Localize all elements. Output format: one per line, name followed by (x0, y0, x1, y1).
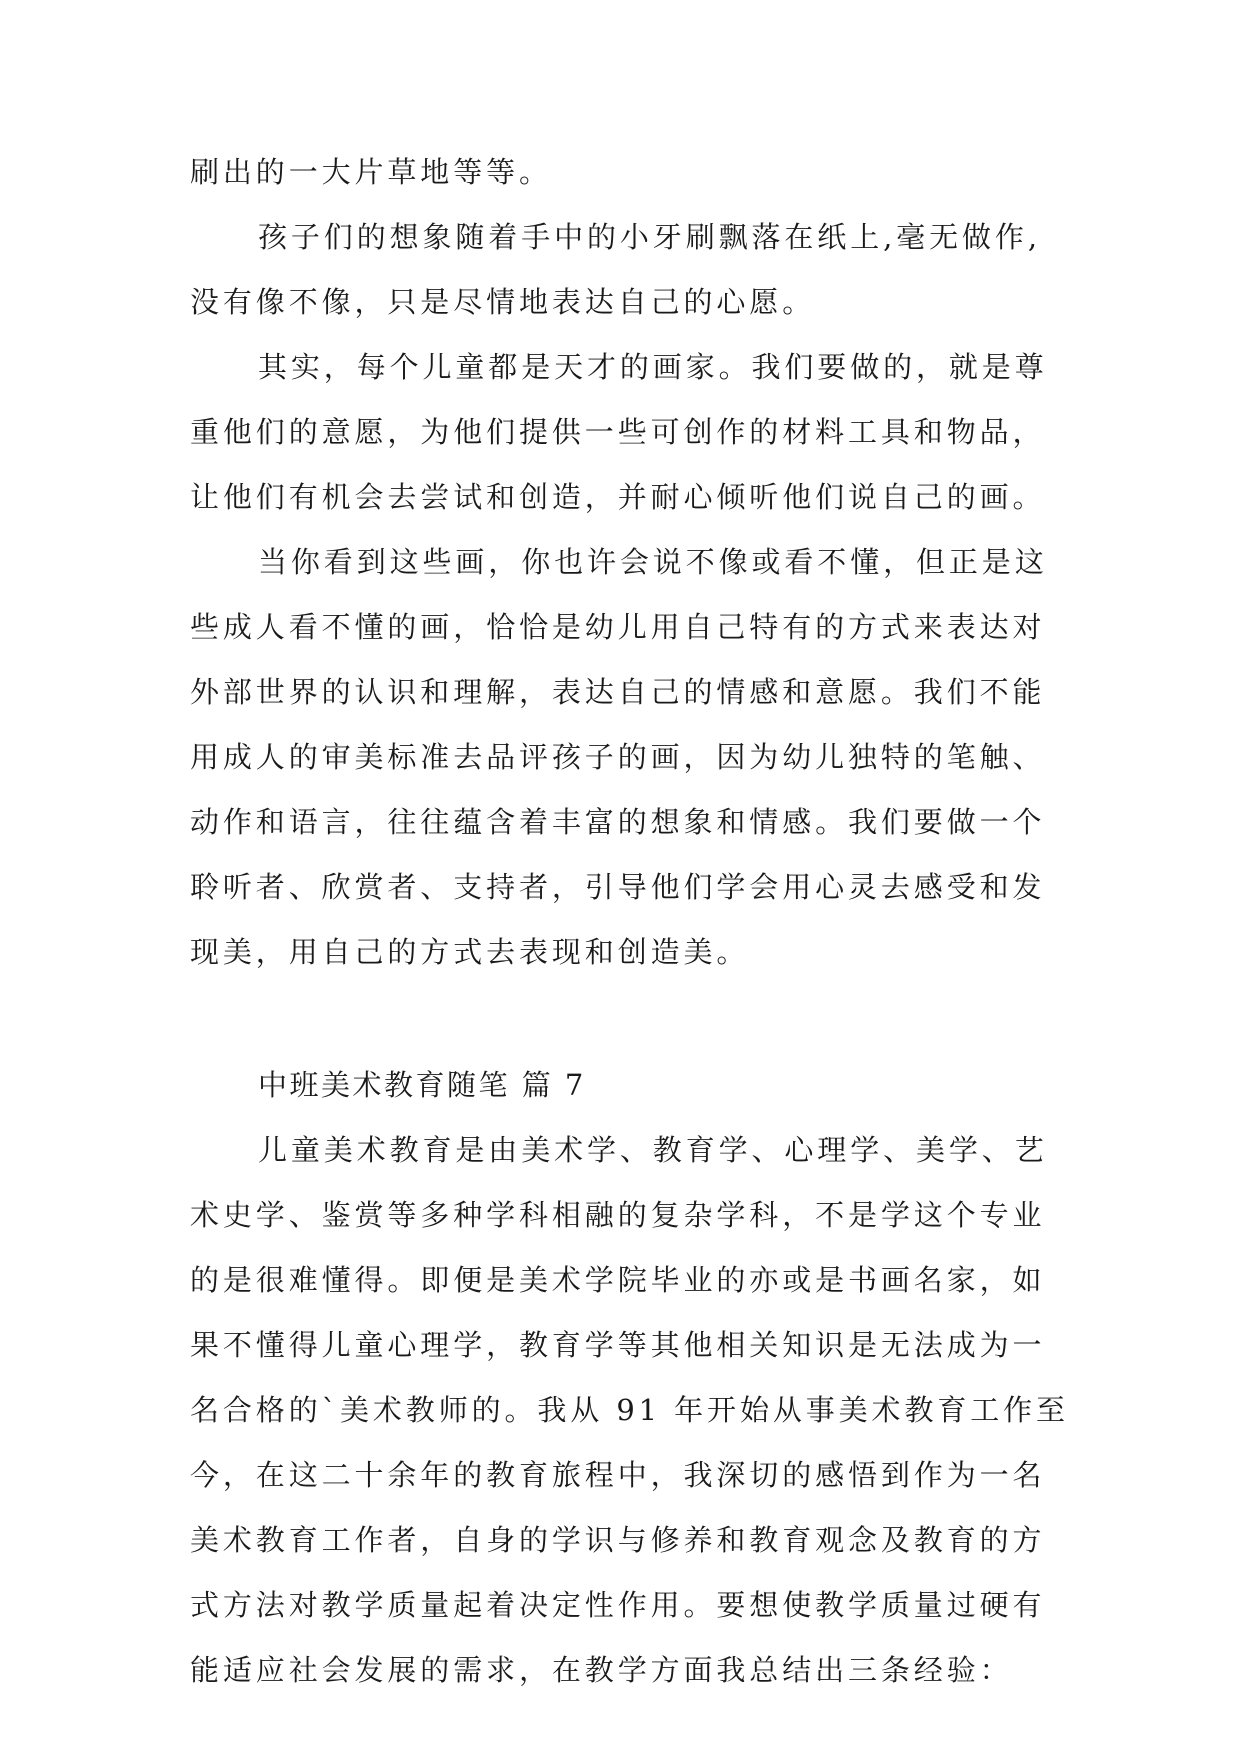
text-line: 的是很难懂得。即便是美术学院毕业的亦或是书画名家，如 (190, 1263, 1046, 1297)
text-line: 没有像不像，只是尽情地表达自己的心愿。 (190, 285, 816, 319)
text-line: 些成人看不懂的画，恰恰是幼儿用自己特有的方式来表达对 (190, 610, 1046, 644)
text-line: 今，在这二十余年的教育旅程中，我深切的感悟到作为一名 (190, 1458, 1046, 1492)
text-line: 术史学、鉴赏等多种学科相融的复杂学科，不是学这个专业 (190, 1198, 1046, 1232)
text-line: 孩子们的想象随着手中的小牙刷飘落在纸上,毫无做作, (258, 220, 1041, 254)
text-line: 果不懂得儿童心理学，教育学等其他相关知识是无法成为一 (190, 1328, 1046, 1362)
text-line: 重他们的意愿，为他们提供一些可创作的材料工具和物品， (190, 415, 1046, 449)
text-line: 用成人的审美标准去品评孩子的画，因为幼儿独特的笔触、 (190, 740, 1046, 774)
text-line: 式方法对教学质量起着决定性作用。要想使教学质量过硬有 (190, 1588, 1046, 1622)
text-line: 美术教育工作者，自身的学识与修养和教育观念及教育的方 (190, 1523, 1046, 1557)
text-line: 现美，用自己的方式去表现和创造美。 (190, 935, 750, 969)
text-line: 名合格的`美术教师的。我从 91 年开始从事美术教育工作至 (190, 1393, 1069, 1427)
text-line: 刷出的一大片草地等等。 (190, 155, 552, 189)
text-line: 动作和语言，往往蕴含着丰富的想象和情感。我们要做一个 (190, 805, 1046, 839)
section-heading: 中班美术教育随笔 篇 7 (258, 1068, 586, 1102)
text-line: 聆听者、欣赏者、支持者，引导他们学会用心灵去感受和发 (190, 870, 1046, 904)
text-line: 儿童美术教育是由美术学、教育学、心理学、美学、艺 (258, 1133, 1048, 1167)
text-line: 外部世界的认识和理解，表达自己的情感和意愿。我们不能 (190, 675, 1046, 709)
text-line: 其实，每个儿童都是天才的画家。我们要做的，就是尊 (258, 350, 1048, 384)
text-line: 当你看到这些画，你也许会说不像或看不懂，但正是这 (258, 545, 1048, 579)
text-line: 能适应社会发展的需求，在教学方面我总结出三条经验： (190, 1653, 1013, 1687)
text-line: 让他们有机会去尝试和创造，并耐心倾听他们说自己的画。 (190, 480, 1046, 514)
